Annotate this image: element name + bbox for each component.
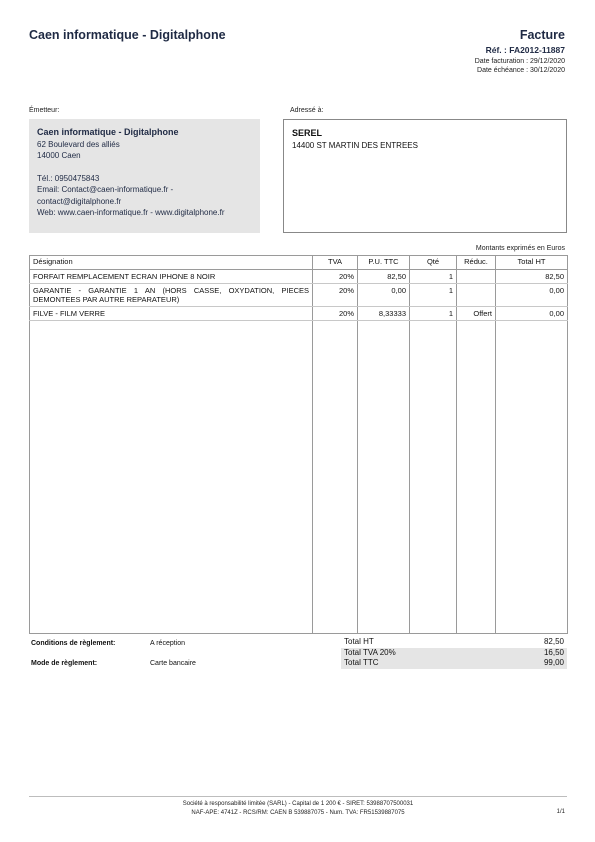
line-items-table: [29, 255, 568, 634]
company-title: Caen informatique - Digitalphone: [29, 28, 226, 42]
row-designation: FILVE - FILM VERRE: [30, 307, 313, 321]
row-total: 0,00: [496, 284, 568, 307]
invoice-reference: Réf. : FA2012-11887: [485, 45, 565, 55]
row-discount: [457, 284, 496, 307]
totals-block: [341, 637, 567, 669]
row-tva: 20%: [313, 270, 358, 284]
row-discount: [457, 270, 496, 284]
payment-terms-label: Conditions de règlement:: [31, 640, 116, 647]
sender-name: Caen informatique - Digitalphone: [37, 127, 179, 137]
document-type: Facture: [519, 28, 565, 42]
payment-terms-value: A réception: [150, 640, 186, 647]
row-discount: Offert: [457, 307, 496, 321]
row-quantity: 1: [410, 270, 457, 284]
table-row: [30, 270, 568, 284]
total-ttc-label: Total TTC: [344, 658, 379, 667]
total-ht-row: [341, 637, 567, 648]
header-total-ht: Total HT: [496, 256, 568, 270]
total-tva-value: 16,50: [543, 647, 564, 657]
payment-mode-value: Carte bancaire: [150, 660, 196, 667]
sender-box: [29, 119, 260, 233]
sender-phone: Tél.: 0950475843: [37, 173, 100, 183]
sender-city: 14000 Caen: [37, 151, 81, 160]
row-total: 0,00: [496, 307, 568, 321]
table-row: [30, 307, 568, 321]
invoice-dates: [475, 58, 565, 75]
row-quantity: 1: [410, 284, 457, 307]
recipient-address: 14400 ST MARTIN DES ENTREES: [292, 140, 418, 150]
total-ttc-row: [341, 658, 567, 669]
row-tva: 20%: [313, 307, 358, 321]
row-quantity: 1: [410, 307, 457, 321]
row-unit-price: 0,00: [358, 284, 410, 307]
header-discount: Réduc.: [457, 256, 496, 270]
row-designation: FORFAIT REMPLACEMENT ECRAN IPHONE 8 NOIR: [30, 270, 313, 284]
table-row: [30, 284, 568, 307]
total-ht-value: 82,50: [543, 637, 564, 646]
row-designation: GARANTIE - GARANTIE 1 AN (HORS CASSE, OXYDATION, PIECES DEMONTEES PAR AUTRE REPARATEUR): [30, 284, 313, 307]
header-unit-price: P.U. TTC: [358, 256, 410, 270]
sender-website: Web: www.caen-informatique.fr - www.digitalphone.fr: [37, 208, 225, 217]
header-quantity: Qté: [410, 256, 457, 270]
invoice-date: Date facturation : 29/12/2020: [474, 58, 565, 65]
table-filler-row: [30, 321, 568, 634]
row-tva: 20%: [313, 284, 358, 307]
total-ttc-value: 99,00: [543, 658, 564, 667]
footer-line-1: Société à responsabilité limitée (SARL) - Capital de 1 200 € - SIRET: 53988707500031: [182, 801, 414, 807]
footer-line-2: NAF-APE: 4741Z - RCS/RM: CAEN B 539887075 - Num. TVA: FR51539887075: [191, 810, 405, 816]
recipient-name: SEREL: [292, 128, 323, 138]
page-number: 1/1: [556, 809, 565, 815]
header-designation: Désignation: [30, 256, 313, 270]
row-total: 82,50: [496, 270, 568, 284]
sender-label: Émetteur:: [29, 107, 60, 114]
payment-mode-label: Mode de règlement:: [31, 660, 98, 667]
recipient-box: [283, 119, 567, 233]
header-tva: TVA: [313, 256, 358, 270]
total-ht-label: Total HT: [344, 637, 374, 646]
sender-email-2: contact@digitalphone.fr: [37, 196, 122, 206]
currency-note: Montants exprimés en Euros: [475, 245, 565, 252]
row-unit-price: 82,50: [358, 270, 410, 284]
due-date: Date échéance : 30/12/2020: [477, 66, 565, 74]
footer-divider: [29, 796, 567, 797]
total-tva-label: Total TVA 20%: [344, 647, 396, 657]
row-unit-price: 8,33333: [358, 307, 410, 321]
recipient-label: Adressé à:: [290, 107, 324, 114]
table-header-row: [30, 256, 568, 270]
total-tva-row: [341, 648, 567, 659]
sender-address-line: 62 Boulevard des alliés: [37, 139, 120, 149]
sender-email: Email: Contact@caen-informatique.fr -: [37, 185, 174, 194]
footer-legal: [29, 800, 567, 818]
